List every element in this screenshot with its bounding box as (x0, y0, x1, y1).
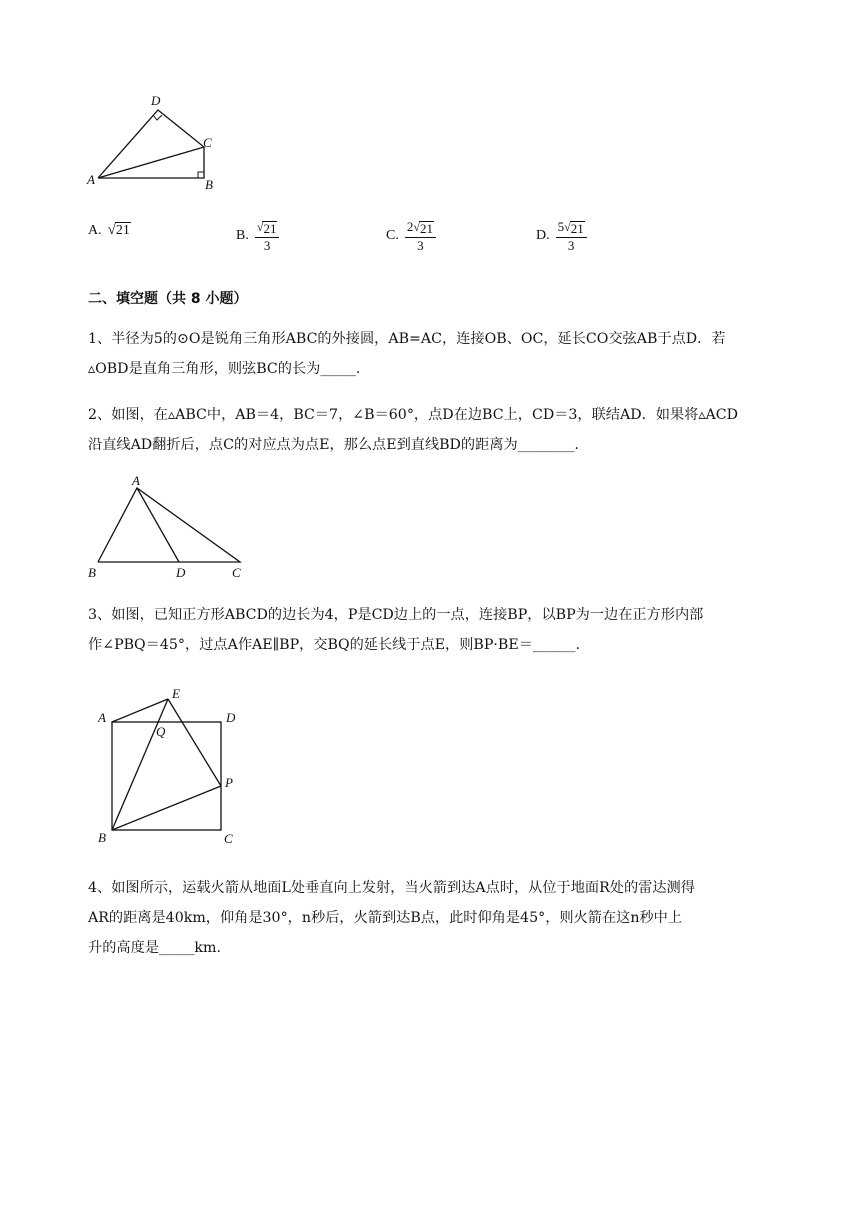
label-a: A (132, 474, 140, 488)
label-c: C (224, 831, 233, 846)
question-1-line-2: ▵OBD是直角三角形，则弦BC的长为_____. (88, 361, 361, 377)
option-d-value: 5 √ 21 3 (556, 220, 587, 253)
triangle-lines (98, 488, 240, 562)
question-1-line-1: 1、半径为5的⊙O是锐角三角形ABC的外接圆，AB=AC，连接OB、OC，延长CO交弦AB于点D．若 (88, 331, 726, 347)
question-3 (88, 600, 778, 660)
question-4 (88, 873, 778, 963)
label-a: A (98, 710, 106, 725)
label-b: B (98, 830, 106, 845)
label-d: D (151, 93, 161, 108)
figure-quadrilateral-abcd (80, 90, 230, 200)
figure-square-abcd (92, 684, 252, 848)
label-d: D (226, 710, 236, 725)
question-4-line-2: AR的距离是40km，仰角是30°，n秒后，火箭到达B点，此时仰角是45°，则火箭在这n秒中上 (88, 910, 683, 926)
label-c: C (232, 565, 241, 580)
option-b-label: B. (236, 228, 249, 244)
question-4-line-1: 4、如图所示，运载火箭从地面L处垂直向上发射，当火箭到达A点时，从位于地面R处的雷达测得 (88, 880, 695, 896)
option-b-value: √ 21 3 (255, 220, 280, 253)
option-a-label: A. (88, 222, 102, 238)
label-a: A (87, 172, 95, 187)
section-title: 二、填空题（共 8 小题） (88, 291, 248, 307)
question-2 (88, 400, 778, 460)
label-q: Q (156, 724, 166, 739)
option-d-label: D. (536, 228, 550, 244)
question-4-line-3: 升的高度是_____km. (88, 940, 221, 956)
label-b: B (88, 565, 96, 580)
option-b (236, 220, 279, 253)
segment-ep (168, 699, 221, 786)
question-3-line-1: 3、如图，已知正方形ABCD的边长为4，P是CD边上的一点，连接BP，以BP为一边在正方形内部 (88, 607, 704, 623)
question-2-line-1: 2、如图，在▵ABC中，AB＝4，BC＝7，∠B＝60°，点D在边BC上，CD＝3，联结AD．如果将▵ACD (88, 407, 738, 423)
option-d (536, 220, 587, 253)
label-e: E (172, 686, 180, 701)
label-c: C (203, 135, 212, 150)
figure-lines (98, 110, 204, 178)
segment-ad (137, 488, 179, 562)
figure-triangle-abc (82, 474, 252, 584)
question-2-line-2: 沿直线AD翻折后，点C的对应点为点E，那么点E到直线BD的距离为________. (88, 437, 579, 453)
right-angle-b (198, 172, 204, 178)
question-1 (88, 324, 778, 384)
label-d: D (176, 565, 186, 580)
option-c-value: 2 √ 21 3 (405, 220, 436, 253)
square (112, 722, 221, 830)
question-3-line-2: 作∠PBQ＝45°，过点A作AE∥BP，交BQ的延长线于点E，则BP·BE＝______. (88, 637, 580, 653)
right-angle-d (153, 115, 162, 120)
option-a (88, 222, 131, 239)
option-a-value: √ 21 (107, 222, 130, 238)
label-b: B (205, 177, 213, 192)
option-c (386, 220, 436, 253)
option-c-label: C. (386, 228, 399, 244)
label-p: P (225, 775, 233, 790)
